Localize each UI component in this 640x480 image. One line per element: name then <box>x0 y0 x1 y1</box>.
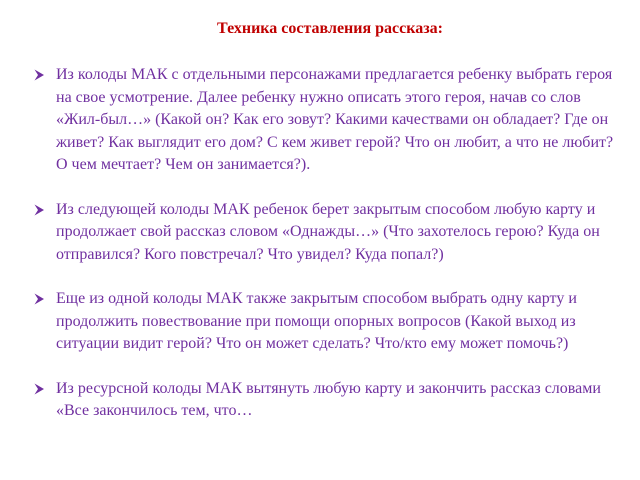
checkmark-arrow-bullet-icon <box>34 69 46 81</box>
list-item-text: Еще из одной колоды МАК также закрытым способом выбрать одну карту и продолжить повествование при помощи опорных вопросов (Какой выход из ситуации видит герой? Что он может сделать? Что/кто ему может помочь?) <box>56 290 577 352</box>
list-item <box>34 199 620 267</box>
list-item <box>34 288 620 356</box>
checkmark-arrow-bullet-icon <box>34 383 46 395</box>
list-item <box>34 64 620 177</box>
steps-list <box>34 64 620 445</box>
list-item-text: Из ресурсной колоды МАК вытянуть любую карту и закончить рассказ словами «Все закончилось тем, что… <box>56 379 601 419</box>
checkmark-arrow-bullet-icon <box>34 293 46 305</box>
list-item-text: Из колоды МАК с отдельными персонажами предлагается ребенку выбрать героя на свое усмотрение. Далее ребенку нужно описать этого героя, начав со слов «Жил-был…» (Какой он? Как его зовут? Какими качествами он обладает? Где он живет? Как выглядит его дом? С кем живет герой? Что он любит, а что не любит? О чем мечтает? Чем он занимается?). <box>56 66 614 173</box>
slide-title: Техника составления рассказа: <box>217 20 443 37</box>
list-item <box>34 378 620 423</box>
list-item-text: Из следующей колоды МАК ребенок берет закрытым способом любую карту и продолжает свой рассказ словом «Однажды…» (Что захотелось герою? Куда он отправился? Кого повстречал? Что увидел? Куда попал?) <box>56 200 600 263</box>
checkmark-arrow-bullet-icon <box>34 204 46 216</box>
